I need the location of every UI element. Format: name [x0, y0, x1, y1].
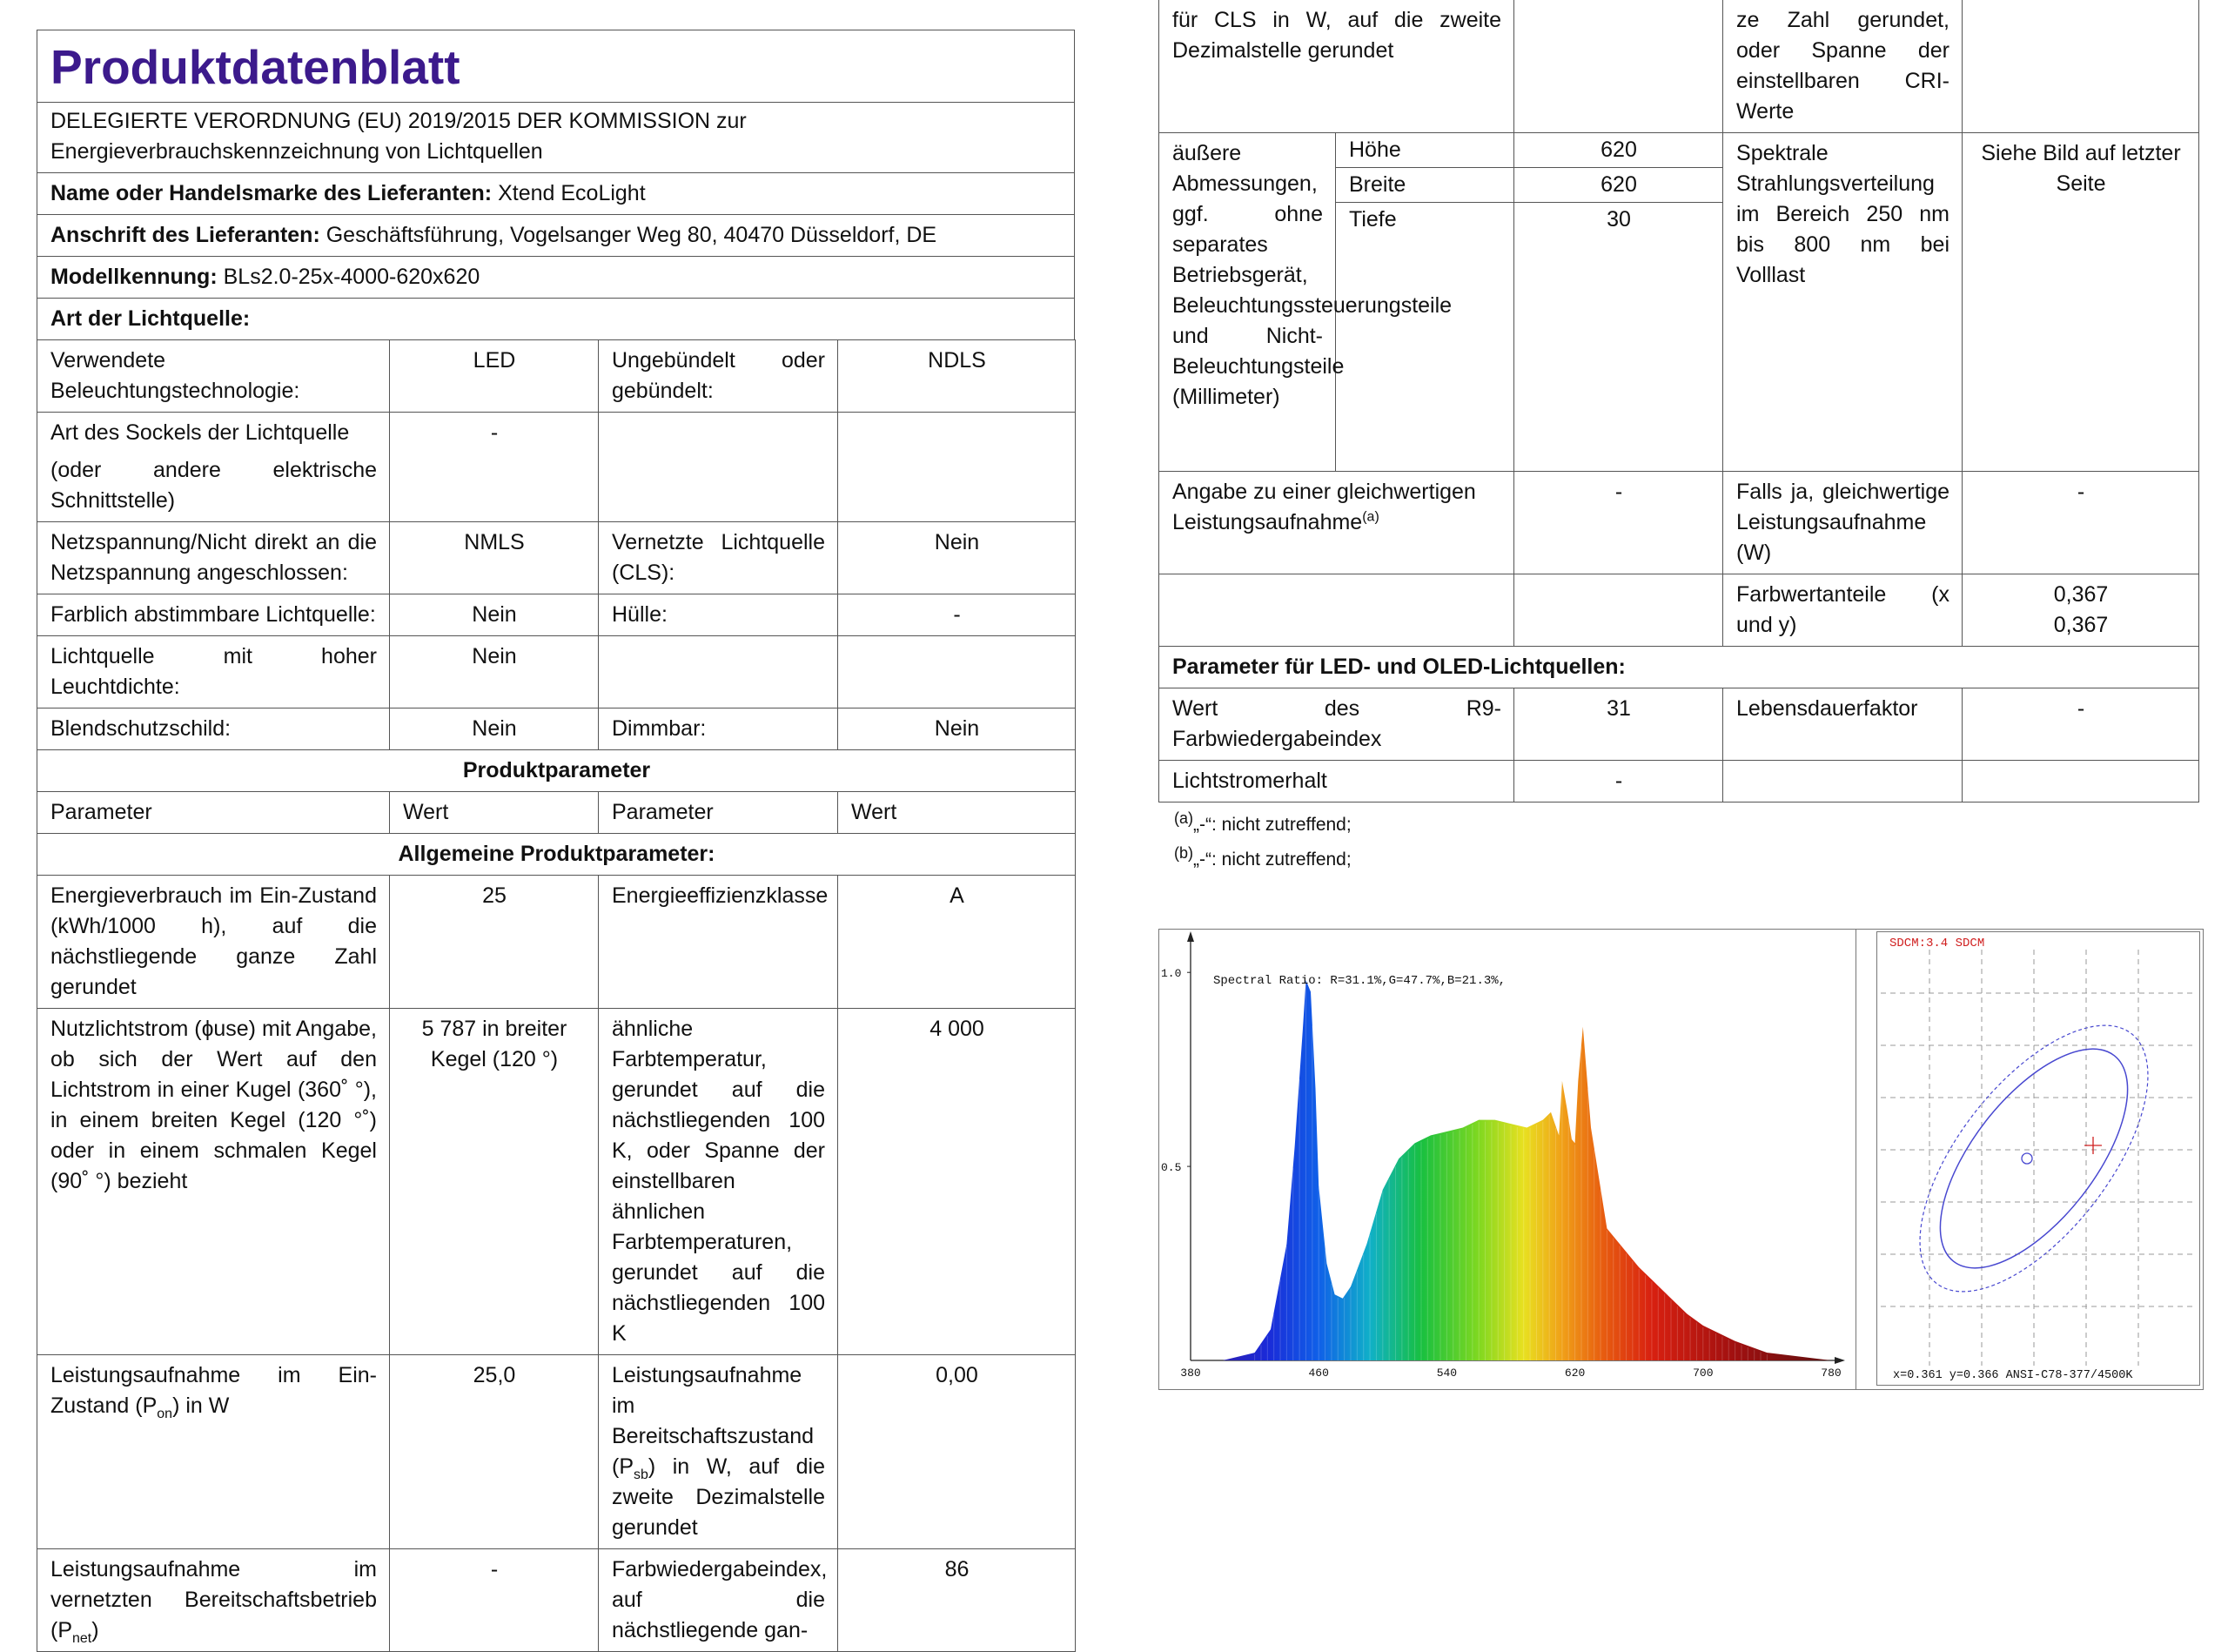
pon-sub: on — [157, 1406, 173, 1421]
flux-label: Nutzlichtstrom (ɸuse) mit Angabe, ob sich der Wert auf den Lichtstrom in einer Kugel (360˚ °), in einem breiten Kegel (120 °˚) oder in einem schmalen Kegel (90˚ °) bezieht — [37, 1008, 390, 1354]
supplier-address-row — [37, 215, 1075, 257]
dimmable-label: Dimmbar: — [599, 708, 838, 749]
psb-value: 0,00 — [838, 1354, 1076, 1548]
x-tick-label: 620 — [1564, 1367, 1586, 1380]
x-tick-label: 780 — [1821, 1367, 1842, 1380]
pon-label-unit: ) in W — [172, 1393, 230, 1418]
empty-cell — [599, 635, 838, 708]
depth-value: 30 — [1514, 203, 1723, 472]
sdcm-measured-point — [2084, 1137, 2102, 1154]
footnote-b — [1174, 843, 2198, 877]
footnote-a-sup: (a) — [1174, 809, 1193, 827]
r9-value: 31 — [1514, 688, 1723, 761]
pnet-label — [37, 1548, 390, 1651]
pnet-sub: net — [72, 1630, 92, 1646]
tech-value: LED — [390, 339, 599, 412]
supplier-address: Geschäftsführung, Vogelsanger Weg 80, 40470 Düsseldorf, DE — [325, 223, 937, 247]
spectrum-figure — [1158, 929, 2204, 1390]
spectral-label: Spektrale Strahlungsverteilung im Bereich 250 nm bis 800 nm bei Volllast — [1723, 133, 1963, 472]
model-label: Modellkennung: — [50, 265, 218, 289]
col-param-header: Parameter — [599, 791, 838, 833]
tech-label: Verwendete Beleuchtungstechnologie: — [37, 339, 390, 412]
footnote-b-text: „-“: nicht zutreffend; — [1193, 850, 1352, 870]
spectral-distribution-chart — [1159, 930, 1856, 1389]
envelope-label: Hülle: — [599, 594, 838, 635]
col-value-header: Wert — [390, 791, 599, 833]
col-value-header: Wert — [838, 791, 1076, 833]
spectral-value: Siehe Bild auf letzter Seite — [1963, 133, 2199, 472]
empty-cell — [1963, 761, 2199, 802]
left-column — [37, 30, 1075, 1652]
pon-value: 25,0 — [390, 1354, 599, 1548]
pon-label-text: Leistungsaufnahme im Ein-Zustand (P — [50, 1362, 377, 1418]
dimmable-value: Nein — [838, 708, 1076, 749]
sdcm-chart — [1876, 930, 2203, 1389]
empty-cell — [1159, 574, 1514, 647]
empty-cell — [1514, 0, 1723, 133]
footnote-a-text: „-“: nicht zutreffend; — [1193, 815, 1352, 835]
psb-label — [599, 1354, 838, 1548]
empty-cell — [838, 412, 1076, 521]
led-params-header: Parameter für LED- und OLED-Lichtquellen: — [1159, 647, 2199, 688]
col-param-header: Parameter — [37, 791, 390, 833]
supplier-name: Xtend EcoLight — [498, 181, 646, 205]
sdcm-title: SDCM:3.4 SDCM — [1889, 937, 1985, 950]
energy-class-value: A — [838, 875, 1076, 1008]
sdcm-grid — [1881, 950, 2196, 1366]
right-column — [1158, 0, 2198, 877]
cct-value: 4 000 — [838, 1008, 1076, 1354]
high-luminance-label: Lichtquelle mit hoher Leuchtdichte: — [37, 635, 390, 708]
energy-class-label: Energieeffizienzklasse — [599, 875, 838, 1008]
sdcm-footer: x=0.361 y=0.366 ANSI-C78-377/4500K — [1893, 1369, 2133, 1382]
page-title: Produktdatenblatt — [37, 30, 1075, 103]
sdcm-svg — [1877, 932, 2199, 1385]
chromaticity-value — [1963, 574, 2199, 647]
depth-label: Tiefe — [1336, 203, 1514, 472]
spectral-ratio-annotation: Spectral Ratio: R=31.1%,G=47.7%,B=21.3%, — [1213, 974, 1507, 988]
chromaticity-x: 0,367 — [2053, 582, 2109, 607]
equiv-sup: (a) — [1362, 509, 1379, 525]
psb-sub: sb — [634, 1467, 648, 1482]
y-tick-label: 1.0 — [1161, 967, 1182, 981]
cap-label — [37, 412, 390, 521]
cap-value: - — [390, 412, 599, 521]
tunable-value: Nein — [390, 594, 599, 635]
energy-label: Energieverbrauch im Ein-Zustand (kWh/1000 h), auf die nächstliegende ganze Zahl gerundet — [37, 875, 390, 1008]
mains-value: NMLS — [390, 521, 599, 594]
x-tick-label: 700 — [1693, 1367, 1714, 1380]
flux-value: 5 787 in breiter Kegel (120 °) — [390, 1008, 599, 1354]
cri-value: 86 — [838, 1548, 1076, 1651]
maintenance-label: Lichtstromerhalt — [1159, 761, 1514, 802]
shield-label: Blendschutzschild: — [37, 708, 390, 749]
equiv-watts-label: Falls ja, gleichwertige Leistungsaufnahme (W) — [1723, 472, 1963, 574]
equiv-label-text: Angabe zu einer gleichwertigen Leistungsaufnahme — [1172, 480, 1476, 534]
tunable-label: Farblich abstimmbare Lichtquelle: — [37, 594, 390, 635]
cls-value: Nein — [838, 521, 1076, 594]
height-value: 620 — [1514, 133, 1723, 168]
x-tick-label: 540 — [1436, 1367, 1458, 1380]
survival-label: Lebensdauerfaktor — [1723, 688, 1963, 761]
empty-cell — [1723, 761, 1963, 802]
focused-label: Ungebündelt oder gebündelt: — [599, 339, 838, 412]
header-table — [37, 30, 1075, 340]
sdcm-center-marker — [2022, 1153, 2032, 1164]
regulation-text: DELEGIERTE VERORDNUNG (EU) 2019/2015 DER KOMMISSION zur Energieverbrauchskennzeichnung von Lichtquellen — [37, 103, 1075, 173]
chromaticity-label: Farbwertanteile (x und y) — [1723, 574, 1963, 647]
model-row — [37, 257, 1075, 299]
focused-value: NDLS — [838, 339, 1076, 412]
width-value: 620 — [1514, 168, 1723, 203]
footnotes — [1158, 802, 2198, 877]
psb-label-unit: ) in W, auf die zweite Dezimalstelle gerundet — [612, 1454, 825, 1540]
maintenance-value: - — [1514, 761, 1723, 802]
sdcm-frame — [1876, 931, 2200, 1386]
model-value: BLs2.0-25x-4000-620x620 — [223, 265, 480, 289]
supplier-address-label: Anschrift des Lieferanten: — [50, 223, 320, 247]
cri-cont: ze Zahl gerundet, oder Spanne der einstellbaren CRI-Werte — [1723, 0, 1963, 133]
supplier-name-label: Name oder Handelsmarke des Lieferanten: — [50, 181, 493, 205]
survival-value: - — [1963, 688, 2199, 761]
high-luminance-value: Nein — [390, 635, 599, 708]
spectrum-svg — [1159, 930, 1856, 1389]
equiv-power-value: - — [1514, 472, 1723, 574]
width-label: Breite — [1336, 168, 1514, 203]
empty-cell — [599, 412, 838, 521]
x-axis-arrow — [1835, 1357, 1845, 1364]
cap-label-line2: (oder andere elektrische Schnittstelle) — [50, 457, 377, 513]
height-label: Höhe — [1336, 133, 1514, 168]
pon-label — [37, 1354, 390, 1548]
type-table — [37, 339, 1076, 1652]
cct-label: ähnliche Farbtemperatur, gerundet auf die nächstliegenden 100 K, oder Spanne der einstellbaren ähnlichen Farbtemperaturen, gerundet auf die nächstliegenden 100 K — [599, 1008, 838, 1354]
product-params-header: Produktparameter — [37, 749, 1076, 791]
pnet-value: - — [390, 1548, 599, 1651]
light-source-type-label: Art der Lichtquelle: — [37, 299, 1075, 340]
cap-label-line1: Art des Sockels der Lichtquelle — [50, 420, 350, 445]
pnet-label-unit: ) — [91, 1617, 99, 1642]
psb-label-text: Leistungsaufnahme im Bereitschaftszustand (P — [612, 1362, 815, 1479]
footnote-a — [1174, 808, 2198, 843]
continued-table — [1158, 0, 2199, 802]
mains-label: Netzspannung/Nicht direkt an die Netzspannung angeschlossen: — [37, 521, 390, 594]
y-axis-arrow — [1187, 931, 1194, 942]
x-tick-label: 460 — [1308, 1367, 1329, 1380]
chromaticity-y: 0,367 — [2053, 613, 2109, 637]
energy-value: 25 — [390, 875, 599, 1008]
shield-value: Nein — [390, 708, 599, 749]
r9-label: Wert des R9-Farbwiedergabeindex — [1159, 688, 1514, 761]
y-tick-label: 0.5 — [1161, 1161, 1182, 1175]
empty-cell — [838, 635, 1076, 708]
cls-label: Vernetzte Lichtquelle (CLS): — [599, 521, 838, 594]
supplier-name-row — [37, 173, 1075, 215]
cri-label: Farbwiedergabeindex, auf die nächstliegende gan- — [599, 1548, 838, 1651]
empty-cell — [1963, 0, 2199, 133]
spectrum-hatching — [1255, 982, 1768, 1360]
pnet-label-text: Leistungsaufnahme im vernetzten Bereitschaftsbetrieb (P — [50, 1556, 377, 1642]
dimensions-label: äußere Abmessungen, ggf. ohne separates Betriebsgerät, Beleuchtungssteuerungsteile und Nicht-Beleuchtungsteile (Millimeter) — [1159, 133, 1336, 472]
general-params-header: Allgemeine Produktparameter: — [37, 833, 1076, 875]
empty-cell — [1514, 574, 1723, 647]
equiv-power-label — [1159, 472, 1514, 574]
footnote-b-sup: (b) — [1174, 844, 1193, 862]
x-tick-label: 380 — [1180, 1367, 1201, 1380]
envelope-value: - — [838, 594, 1076, 635]
equiv-watts-value: - — [1963, 472, 2199, 574]
cls-power-cont: für CLS in W, auf die zweite Dezimalstelle gerundet — [1159, 0, 1514, 133]
